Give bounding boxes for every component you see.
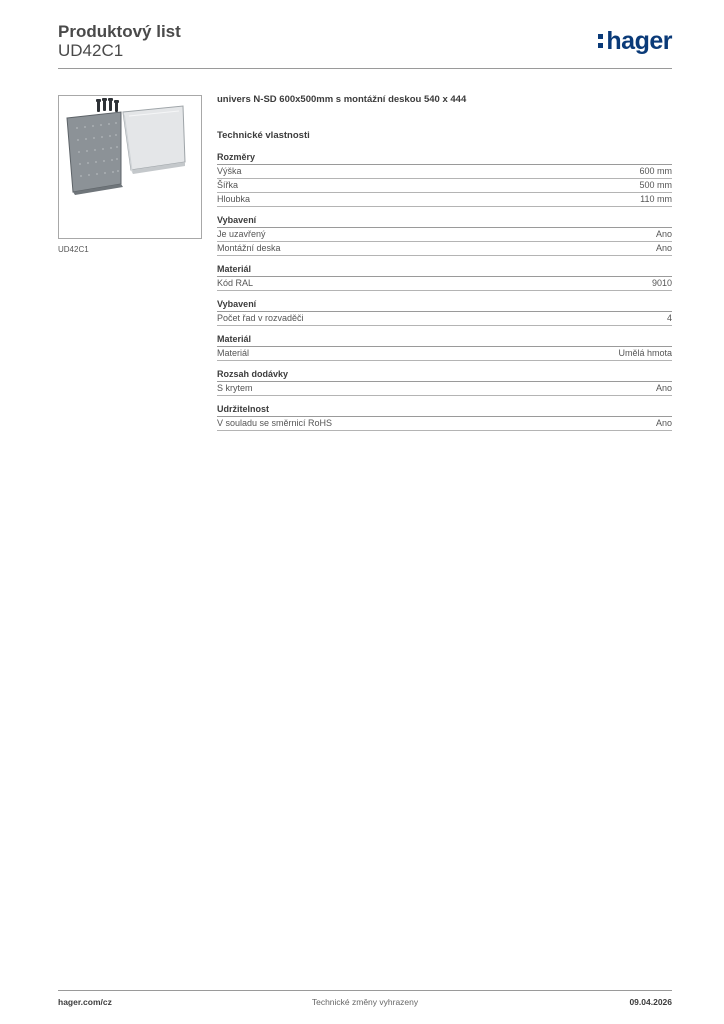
spec-value: 9010 [651,278,672,288]
spec-row [217,347,672,361]
spec-label: Výška [217,166,242,176]
page-footer [58,997,672,1011]
spec-row [217,277,672,291]
footer-divider [58,990,672,991]
spec-group-title: Vybavení [217,298,672,312]
spec-group-equipment-rows [217,298,672,326]
logo-text: hager [606,27,672,55]
spec-label: Materiál [217,348,250,358]
spec-label: S krytem [217,383,253,393]
spec-value: 4 [666,313,672,323]
spec-value: Ano [655,243,672,253]
technical-properties-heading: Technické vlastnosti [217,130,310,141]
spec-row [217,242,672,256]
spec-row [217,382,672,396]
product-details [217,94,672,431]
product-description: univers N-SD 600x500mm s montážní deskou 540 x 444 [217,94,467,105]
spec-group-title: Materiál [217,333,672,347]
spec-value: 110 mm [640,194,672,204]
spec-group-material [217,333,672,361]
spec-label: Počet řad v rozvaděči [217,313,304,323]
document-title: Produktový list [58,22,181,41]
spec-label: Montážní deska [217,243,281,253]
spec-row [217,417,672,431]
product-image [58,95,202,239]
spec-label: Kód RAL [217,278,254,288]
spec-group-title: Vybavení [217,214,672,228]
footer-website-link[interactable]: hager.com/cz [58,997,112,1007]
spec-label: Je uzavřený [217,229,266,239]
spec-value: Ano [655,418,672,428]
spec-group-delivery-scope [217,368,672,396]
header-divider [58,68,672,69]
spec-group-material-ral [217,263,672,291]
footer-date: 09.04.2026 [629,997,672,1007]
spec-row [217,179,672,193]
spec-group-equipment [217,214,672,256]
spec-label: V souladu se směrnicí RoHS [217,418,333,428]
spec-group-dimensions [217,151,672,207]
spec-value: Ano [655,383,672,393]
spec-value: Umělá hmota [618,348,672,358]
spec-value: 500 mm [639,180,672,190]
spec-group-title: Rozměry [217,151,672,165]
product-code: UD42C1 [58,41,124,60]
spec-group-sustainability [217,403,672,431]
spec-value: 600 mm [639,166,672,176]
page-header [58,20,672,70]
spec-group-title: Rozsah dodávky [217,368,672,382]
spec-label: Šířka [217,180,239,190]
spec-value: Ano [655,229,672,239]
enclosure-illustration-icon [59,96,201,238]
spec-row [217,165,672,179]
hager-logo [598,26,672,56]
spec-label: Hloubka [217,194,251,204]
spec-group-title: Materiál [217,263,672,277]
footer-note: Technické změny vyhrazeny [311,997,419,1007]
spec-row [217,312,672,326]
spec-row [217,193,672,207]
spec-row [217,228,672,242]
image-caption: UD42C1 [58,245,89,254]
logo-colon-icon [598,34,604,48]
spec-group-title: Udržitelnost [217,403,672,417]
